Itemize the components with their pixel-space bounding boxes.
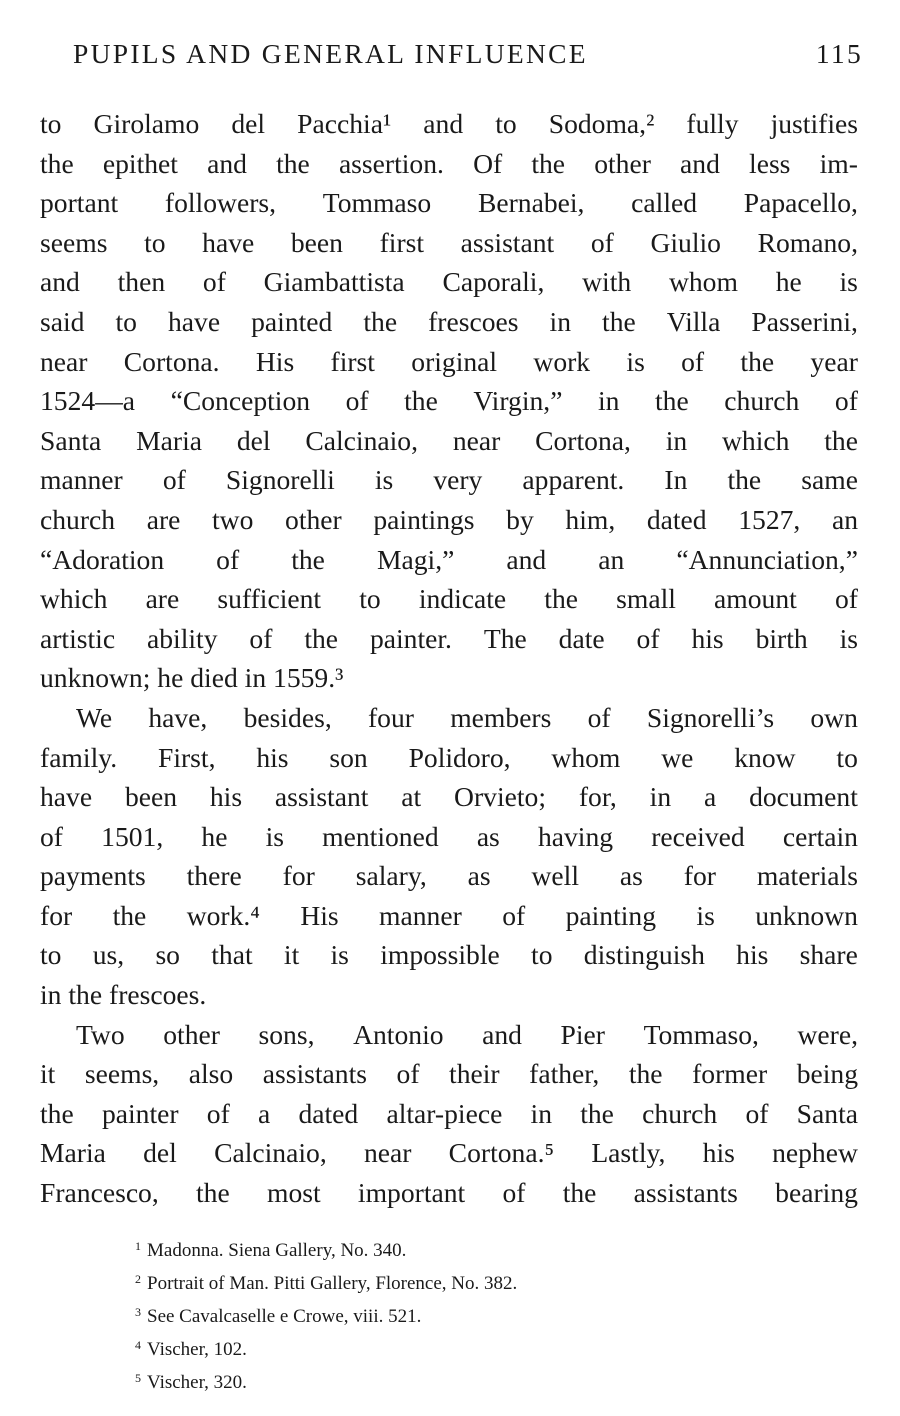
text-line: said to have painted the frescoes in the Villa Passerini, — [40, 305, 858, 337]
footnote-text: Vischer, 102. — [147, 1339, 247, 1360]
footnote-mark: 3 — [135, 1305, 141, 1319]
text-line: payments there for salary, as well as for materials — [40, 860, 858, 892]
footnote-mark: 5 — [135, 1371, 141, 1385]
footnote-text: Portrait of Man. Pitti Gallery, Florence, No. 382. — [147, 1273, 518, 1294]
footnote — [135, 1331, 517, 1364]
text-line: to Girolamo del Pacchia¹ and to Sodoma,² fully justifies — [40, 108, 858, 139]
running-title: PUPILS AND GENERAL INFLUENCE — [73, 38, 588, 69]
text-line: Francesco, the most important of the assistants bearing — [40, 1177, 858, 1209]
text-line: to us, so that it is impossible to distinguish his share — [40, 939, 858, 971]
text-line: Santa Maria del Calcinaio, near Cortona, in which the — [40, 424, 858, 456]
text-line: have been his assistant at Orvieto; for, in a document — [40, 781, 858, 813]
footnote-mark: 2 — [135, 1272, 141, 1286]
footnote — [135, 1298, 517, 1331]
body-text — [40, 104, 858, 1213]
text-line: We have, besides, four members of Signorelli’s own — [76, 701, 858, 733]
text-line: unknown; he died in 1559.³ — [40, 662, 344, 694]
text-line: 1524—a “Conception of the Virgin,” in the church of — [40, 385, 858, 417]
text-line: for the work.⁴ His manner of painting is unknown — [40, 899, 858, 931]
footnotes — [135, 1232, 517, 1397]
text-line: artistic ability of the painter. The date of his birth is — [40, 622, 858, 654]
text-line: church are two other paintings by him, dated 1527, an — [40, 503, 858, 535]
running-header — [73, 38, 863, 70]
text-line: the epithet and the assertion. Of the other and less im- — [40, 147, 858, 179]
text-line: manner of Signorelli is very apparent. In the same — [40, 464, 858, 496]
text-line: family. First, his son Polidoro, whom we know to — [40, 741, 858, 773]
text-line: in the frescoes. — [40, 979, 207, 1011]
page-number: 115 — [815, 38, 863, 69]
text-line: of 1501, he is mentioned as having received certain — [40, 820, 858, 852]
text-line: it seems, also assistants of their father, the former being — [40, 1058, 858, 1090]
footnote — [135, 1232, 517, 1265]
text-line: and then of Giambattista Caporali, with whom he is — [40, 266, 858, 298]
footnote — [135, 1364, 517, 1397]
footnote-mark: 1 — [135, 1239, 141, 1253]
text-line: Maria del Calcinaio, near Cortona.⁵ Lastly, his nephew — [40, 1137, 858, 1169]
footnote-mark: 4 — [135, 1338, 141, 1352]
footnote-text: See Cavalcaselle e Crowe, viii. 521. — [147, 1306, 422, 1327]
footnote — [135, 1265, 517, 1298]
text-line: the painter of a dated altar-piece in the church of Santa — [40, 1097, 858, 1129]
text-line: Two other sons, Antonio and Pier Tommaso, were, — [76, 1018, 858, 1050]
text-line: seems to have been first assistant of Giulio Romano, — [40, 226, 858, 258]
text-line: “Adoration of the Magi,” and an “Annunciation,” — [40, 543, 858, 575]
text-line: which are sufficient to indicate the small amount of — [40, 583, 858, 615]
text-line: near Cortona. His first original work is of the year — [40, 345, 858, 377]
footnote-text: Madonna. Siena Gallery, No. 340. — [147, 1240, 407, 1261]
text-line: portant followers, Tommaso Bernabei, called Papacello, — [40, 187, 858, 219]
footnote-text: Vischer, 320. — [147, 1372, 247, 1393]
